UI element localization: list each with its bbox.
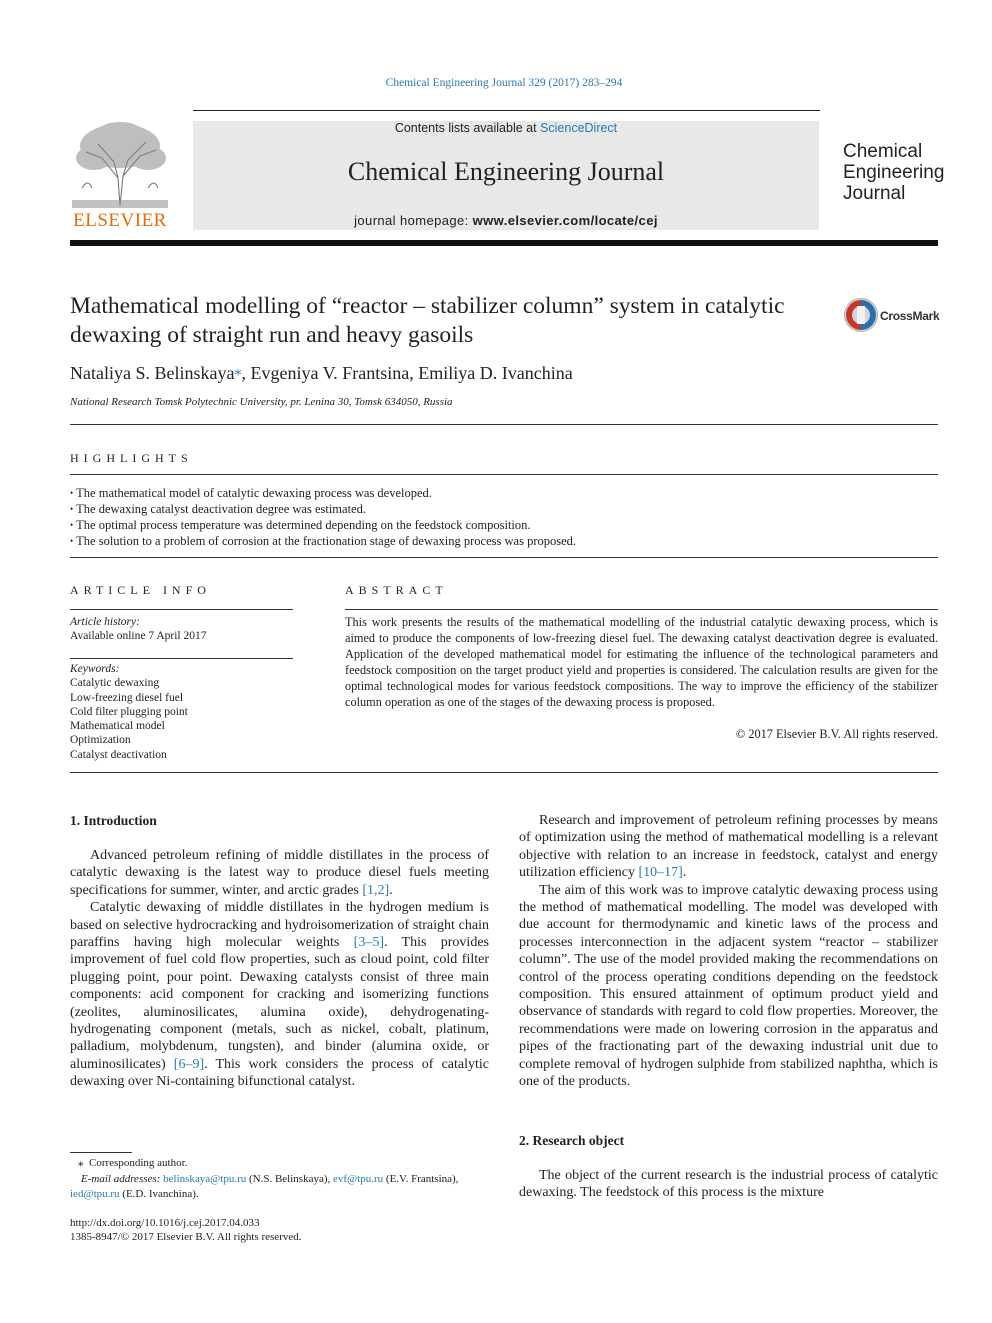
divider xyxy=(70,609,293,610)
email-link[interactable]: ied@tpu.ru xyxy=(70,1188,120,1200)
journal-banner xyxy=(193,121,819,230)
highlight-item: • The dewaxing catalyst deactivation degree was estimated. xyxy=(70,501,940,517)
highlight-item: • The solution to a problem of corrosion at the fractionation stage of dewaxing process was proposed. xyxy=(70,533,940,549)
affiliation: National Research Tomsk Polytechnic University, pr. Lenina 30, Tomsk 634050, Russia xyxy=(70,396,453,408)
history-value: Available online 7 April 2017 xyxy=(70,630,207,643)
keyword: Catalytic dewaxing xyxy=(70,677,160,690)
article-info-heading: ARTICLE INFO xyxy=(70,583,211,597)
contents-line xyxy=(193,121,819,135)
article-title: Mathematical modelling of “reactor – stabilizer column” system in catalytic dewaxing of straight run and heavy gasoils xyxy=(70,293,785,348)
citation-link[interactable]: [10–17] xyxy=(638,865,683,881)
author-others: , Evgeniya V. Frantsina, Emiliya D. Ivanchina xyxy=(241,363,573,383)
divider xyxy=(70,474,938,475)
paragraph-text: Catalytic dewaxing of middle distillates in the hydrogen medium is based on selective hydrocracking and hydroisomerization of straight chain paraffins having high molecular weights xyxy=(70,900,489,951)
elsevier-tree-icon xyxy=(68,118,172,210)
paragraph: Research and improvement of petroleum refining processes by means of optimization using the method of mathematical modelling is a relevant objective with relation to an increase in feedstock, catalyst and energy utilization efficiency [10–17]. xyxy=(519,813,938,881)
email-owner: (E.D. Ivanchina). xyxy=(119,1188,199,1200)
divider xyxy=(70,658,293,659)
divider xyxy=(70,772,938,773)
section-heading-introduction: 1. Introduction xyxy=(70,813,157,828)
contents-prefix: Contents lists available at xyxy=(394,121,541,135)
divider xyxy=(70,557,938,558)
cej-logo-line: Chemical xyxy=(843,141,923,162)
crossmark-badge[interactable] xyxy=(843,297,953,333)
author-corresponding[interactable]: Nataliya S. Belinskaya xyxy=(70,363,235,383)
elsevier-logo[interactable] xyxy=(68,118,172,234)
issn-copyright: 1385-8947/© 2017 Elsevier B.V. All rights reserved. xyxy=(70,1231,302,1243)
cej-logo-line: Journal xyxy=(843,183,906,204)
keyword: Mathematical model xyxy=(70,720,165,733)
email-label: E-mail addresses: xyxy=(81,1173,161,1185)
footnote-star: ⁎ xyxy=(78,1157,84,1169)
email-link[interactable]: belinskaya@tpu.ru xyxy=(163,1173,247,1185)
corresponding-label: Corresponding author. xyxy=(89,1157,188,1169)
paragraph-text: . This work considers the process of catalytic dewaxing over Ni-containing bifunctional catalyst. xyxy=(70,1056,489,1090)
divider xyxy=(70,424,938,425)
crossmark-icon xyxy=(843,297,879,333)
authors xyxy=(70,363,573,384)
journal-reference[interactable]: Chemical Engineering Journal 329 (2017) 283–294 xyxy=(385,77,623,89)
paragraph: The object of the current research is the industrial process of catalytic dewaxing. The feedstock of this process is the mixture xyxy=(519,1168,938,1201)
keywords-label: Keywords: xyxy=(70,663,120,675)
doi-link[interactable]: http://dx.doi.org/10.1016/j.cej.2017.04.033 xyxy=(70,1217,260,1229)
right-column-continued xyxy=(519,1167,938,1202)
keyword: Low-freezing diesel fuel xyxy=(70,691,184,704)
highlight-item: • The mathematical model of catalytic dewaxing process was developed. xyxy=(70,485,940,501)
highlights-list xyxy=(70,485,940,549)
paragraph xyxy=(70,899,489,1090)
homepage-url-link[interactable]: www.elsevier.com/locate/cej xyxy=(472,213,658,228)
keyword: Catalyst deactivation xyxy=(70,748,167,761)
citation-link[interactable]: [6–9] xyxy=(173,1056,205,1072)
crossmark-label: CrossMark xyxy=(880,309,940,323)
header-thick-rule xyxy=(70,240,938,246)
abstract-heading: ABSTRACT xyxy=(345,583,448,597)
paragraph-text: Advanced petroleum refining of middle distillates in the process of catalytic dewaxing is the latest way to produce diesel fuels meeting specifications for summer, winter, and arctic grades xyxy=(70,848,489,898)
keyword: Optimization xyxy=(70,734,131,747)
keyword: Cold filter plugging point xyxy=(70,705,188,718)
paragraph-text: Research and improvement of petroleum refining processes by means of optimization using the method of mathematical modelling is a relevant objective with relation to an increase in feedstock, catalyst and energy utilization efficiency xyxy=(519,813,938,881)
highlights-heading: HIGHLIGHTS xyxy=(70,451,193,465)
history-label: Article history: xyxy=(70,616,140,628)
corresponding-footnote xyxy=(78,1156,490,1171)
section-heading-research-object: 2. Research object xyxy=(519,1133,625,1148)
citation-link[interactable]: [3–5] xyxy=(353,935,384,951)
divider xyxy=(345,609,938,610)
homepage-prefix: journal homepage: xyxy=(354,213,473,228)
citation-link[interactable]: [1,2] xyxy=(362,882,390,898)
homepage-line xyxy=(193,213,819,228)
cej-logo[interactable] xyxy=(843,141,953,204)
header-rule xyxy=(193,110,820,111)
sciencedirect-link[interactable]: ScienceDirect xyxy=(540,121,618,135)
email-footnote xyxy=(70,1172,490,1202)
email-owner: (E.V. Frantsina), xyxy=(383,1173,459,1185)
cej-logo-line: Engineering xyxy=(843,162,945,183)
email-owner: (N.S. Belinskaya), xyxy=(246,1173,333,1185)
highlight-item: • The optimal process temperature was determined depending on the feedstock composition. xyxy=(70,517,940,533)
footnote-rule xyxy=(70,1152,132,1153)
journal-title: Chemical Engineering Journal xyxy=(347,157,665,186)
keywords xyxy=(70,662,293,762)
article-history xyxy=(70,615,293,644)
abstract-copyright: © 2017 Elsevier B.V. All rights reserved. xyxy=(735,727,938,741)
email-link[interactable]: evf@tpu.ru xyxy=(333,1173,384,1185)
elsevier-wordmark: ELSEVIER xyxy=(73,210,167,231)
abstract-text: This work presents the results of the mathematical modelling of the industrial catalytic dewaxing process, which is aimed to produce the components of low-freezing diesel fuel. The dewaxing catalyst deactivation degree is evaluated. Application of the developed mathematical model for estimating the influence of the technological parameters and feedstock composition on the target product yield and properties is considered. The calculation results are given for the optimal technological modes for various feedstock compositions. The way to improve the efficiency of the stabilizer column operation as one of the stages of the dewaxing process is proposed. xyxy=(345,615,938,709)
paragraph-text: . This provides improvement of fuel cold flow properties, such as cloud point, cold filter plugging point, pour point. Dewaxing catalysts consist of three main components: acid component for cracking and isomerizing functions (zeolites, aluminosilicates, alumina oxide), dehydrogenating-hydrogenating component (metals, such as nickel, cobalt, platinum, palladium, molybdenum, tungsten), and binder (alumina oxide, or aluminosilicates) xyxy=(70,935,489,1072)
paragraph: The aim of this work was to improve catalytic dewaxing process using the method of mathematical modelling. The model was developed with due account for thermodynamic and kinetic laws of the process and processes interconnection in the adjacent system “reactor – stabilizer column”. The use of the model provided making the recommendations on control of the process operating conditions depending on the feedstock composition. This ensured attainment of optimum product yield and observance of standards with regard to cold flow properties. Moreover, the recommendations were made on lowering corrosion in the apparatus and pipes of the fractionating part of the dewaxing industrial unit due to complete removal of hydrogen sulphide from stabilized naphtha, which is one of the products. xyxy=(519,882,938,1090)
paragraph: Advanced petroleum refining of middle distillates in the process of catalytic dewaxing is the latest way to produce diesel fuels meeting specifications for summer, winter, and arctic grades [1,2]. xyxy=(70,848,489,898)
right-column xyxy=(519,812,938,1091)
corresponding-star-link[interactable]: ⁎ xyxy=(234,364,242,379)
left-column xyxy=(70,847,489,1091)
